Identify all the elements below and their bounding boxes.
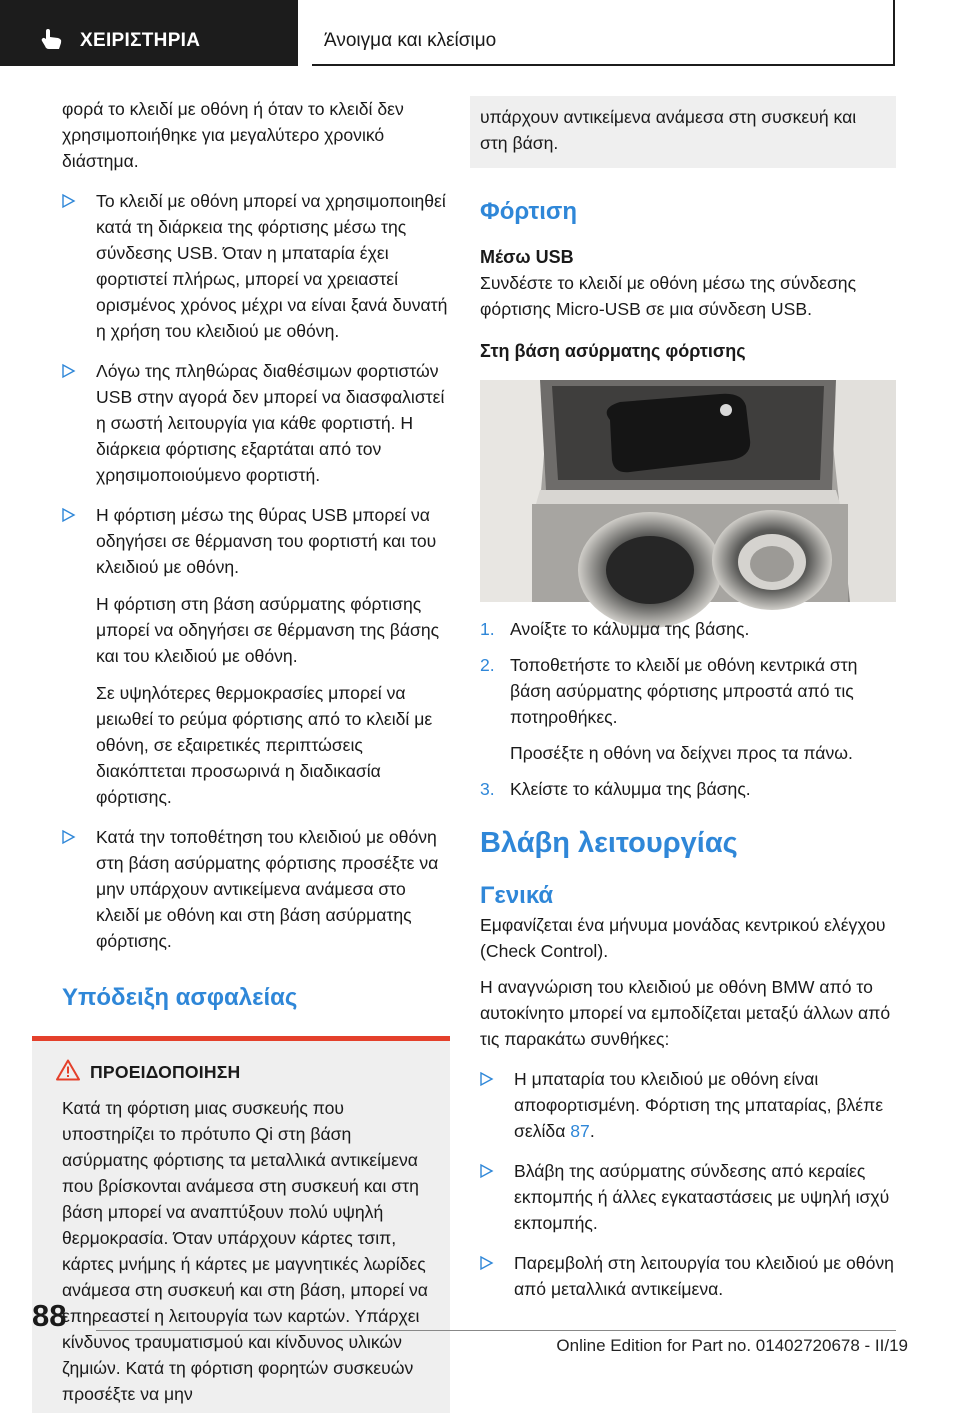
step-text: Ανοίξτε το κάλυμμα της βάσης. xyxy=(510,619,750,639)
footer-edition: Online Edition for Part no. 01402720678 - II/19 xyxy=(556,1336,908,1355)
triangle-bullet-icon xyxy=(62,194,75,208)
list-item-extra: Η φόρτιση στη βάση ασύρματης φόρτισης μπορεί να οδηγήσει σε θέρμανση της βάσης και του κλειδιού με οθόνη. xyxy=(96,594,440,666)
warning-title: ΠΡΟΕΙΔΟΠΟΙΗΣΗ xyxy=(90,1062,241,1082)
list-item-extra: Σε υψηλότερες θερμοκρασίες μπορεί να μειωθεί το ρεύμα φόρτισης από το κλειδί με οθόνη, σε εξαιρετικές περιπτώσεις διακόπτεται προσωρινά η διαδικασία φόρτισης. xyxy=(96,683,433,807)
list-item-body: Η μπαταρία του κλειδιού με οθόνη είναι αποφορτισμένη. Φόρτιση της μπαταρίας, βλέπε σελίδα xyxy=(514,1069,884,1141)
triangle-bullet-icon xyxy=(480,1072,493,1086)
usb-heading: Μέσω USB xyxy=(480,247,574,267)
triangle-bullet-icon xyxy=(480,1164,493,1178)
list-item xyxy=(480,1158,896,1236)
fault-heading: Βλάβη λειτουργίας xyxy=(480,827,738,859)
step-item xyxy=(480,776,896,802)
step-extra: Προσέξτε η οθόνη να δείχνει προς τα πάνω. xyxy=(510,743,853,763)
chapter-title: Άνοιγμα και κλείσιμο xyxy=(324,30,497,51)
page-number: 88 xyxy=(32,1298,67,1333)
step-number: 2. xyxy=(480,655,495,675)
right-column xyxy=(480,96,896,1302)
list-item-text: Κατά την τοποθέτηση του κλειδιού με οθόνη στη βάση ασύρματης φόρτισης προσέξτε να μην υπάρχουν αντικείμενα ανάμεσα στο κλειδί με οθόνη και στη βάση ασύρματης φόρτισης. xyxy=(96,827,439,951)
triangle-bullet-icon xyxy=(480,1256,493,1270)
intro-text: φορά το κλειδί με οθόνη ή όταν το κλειδί δεν χρησιμοποιήθηκε για μεγαλύτερο χρονικό διάστημα. xyxy=(62,99,404,171)
general-text-1: Εμφανίζεται ένα μήνυμα μονάδας κεντρικού ελέγχου (Check Control). xyxy=(480,915,886,961)
list-item-text: Το κλειδί με οθόνη μπορεί να χρησιμοποιηθεί κατά τη διάρκεια της φόρτισης μέσω της σύνδεσης USB. Όταν η μπαταρία έχει φορτιστεί πλήρως, μπορεί να χρειαστεί ορισμένος χρόνος μέχρι να είναι ξανά δυνατή η χρήση του κλειδιού με οθόνη. xyxy=(96,191,448,341)
footer-divider xyxy=(96,1330,896,1331)
step-text: Τοποθετήστε το κλειδί με οθόνη κεντρικά στη βάση ασύρματης φόρτισης μπροστά από τις ποτηροθήκες. xyxy=(510,655,858,727)
general-heading: Γενικά xyxy=(480,882,554,909)
general-text-2: Η αναγνώριση του κλειδιού με οθόνη BMW από το αυτοκίνητο μπορεί να εμποδίζεται μεταξύ άλλων από τις παρακάτω συνθήκες: xyxy=(480,977,891,1049)
wireless-heading: Στη βάση ασύρματης φόρτισης xyxy=(480,341,746,361)
list-item-text xyxy=(514,1066,896,1144)
usb-text: Συνδέστε το κλειδί με οθόνη μέσω της σύνδεσης φόρτισης Micro-USB σε μια σύνδεση USB. xyxy=(480,273,857,319)
page-header xyxy=(0,0,960,66)
triangle-bullet-icon xyxy=(62,830,75,844)
step-text: Κλείστε το κάλυμμα της βάσης. xyxy=(510,779,751,799)
list-item xyxy=(480,1066,896,1144)
step-number: 1. xyxy=(480,619,495,639)
page-link[interactable]: 87 xyxy=(570,1121,590,1141)
safety-heading: Υπόδειξη ασφαλείας xyxy=(62,984,298,1011)
warning-continuation-box xyxy=(470,96,896,168)
list-item-tail: . xyxy=(589,1121,595,1141)
hand-icon xyxy=(40,28,64,50)
list-item-text: Βλάβη της ασύρματης σύνδεσης από κεραίες εκπομπής ή άλλες εγκαταστάσεις με υψηλή ισχύ εκπομπής. xyxy=(514,1161,890,1233)
warning-text: Κατά τη φόρτιση μιας συσκευής που υποστηρίζει το πρότυπο Qi στη βάση ασύρματης φόρτισης τα μεταλλικά αντικείμενα που βρίσκονται ανάμεσα στη συσκευή και στη βάση μπορεί να αναπτύξουν πολύ υψηλή θερμοκρασία. Όταν υπάρχουν κάρτες τσιπ, κάρτες μνήμης ή κάρτες με μαγνητικές λωρίδες ανάμεσα στη συσκευή και στη βάση, μπορεί να επηρεαστεί η λειτουργία των καρτών. Υπάρχει κίνδυνος τραυματισμού και κίνδυνος υλικών ζημιών. Κατά τη φόρτιση φορητών συσκευών προσέξτε να μην xyxy=(62,1098,428,1404)
list-item xyxy=(62,188,450,344)
wireless-charging-tray-photo xyxy=(480,380,896,602)
step-item xyxy=(480,616,896,642)
warning-box xyxy=(32,1036,450,1413)
list-item-text: Λόγω της πληθώρας διαθέσιμων φορτιστών USB στην αγορά δεν μπορεί να διασφαλιστεί η σωστή λειτουργία για κάθε φορτιστή. Η διάρκεια φόρτισης εξαρτάται από τον χρησιμοποιούμενο φορτιστή. xyxy=(96,361,445,485)
charging-heading: Φόρτιση xyxy=(480,198,577,225)
triangle-bullet-icon xyxy=(62,364,75,378)
triangle-bullet-icon xyxy=(62,508,75,522)
list-item-text: Παρεμβολή στη λειτουργία του κλειδιού με οθόνη από μεταλλικά αντικείμενα. xyxy=(514,1253,894,1299)
list-item-text: Η φόρτιση μέσω της θύρας USB μπορεί να οδηγήσει σε θέρμανση του φορτιστή και του κλειδιού με οθόνη. xyxy=(96,505,437,577)
step-item xyxy=(480,652,896,766)
list-item xyxy=(62,358,450,488)
console-photo-illustration xyxy=(480,380,896,602)
section-label: ΧΕΙΡΙΣΤΗΡΙΑ xyxy=(80,30,201,51)
left-column xyxy=(62,96,450,1413)
chapter-box xyxy=(312,0,895,66)
list-item xyxy=(62,502,450,810)
list-item xyxy=(62,824,450,954)
section-tab xyxy=(0,0,298,66)
step-number: 3. xyxy=(480,779,495,799)
list-item xyxy=(480,1250,896,1302)
warning-continuation-text: υπάρχουν αντικείμενα ανάμεσα στη συσκευή και στη βάση. xyxy=(480,107,857,153)
warning-triangle-icon xyxy=(56,1059,80,1081)
warning-header xyxy=(62,1059,446,1085)
